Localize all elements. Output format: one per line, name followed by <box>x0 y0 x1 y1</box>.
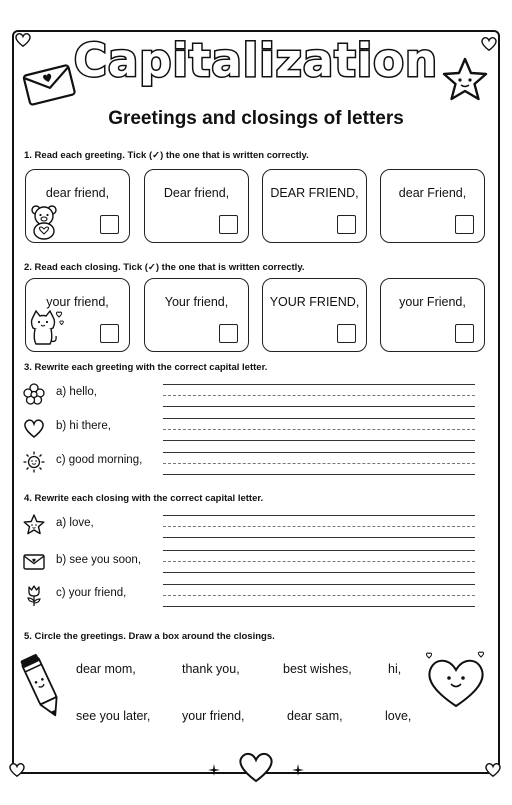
envelope-icon <box>22 550 46 574</box>
closing-option-card[interactable] <box>380 278 485 352</box>
writing-line-mid <box>163 395 475 396</box>
writing-line-mid <box>163 561 475 562</box>
option-label: dear Friend, <box>398 186 467 200</box>
tick-checkbox[interactable] <box>219 215 238 234</box>
closing-option-card[interactable] <box>25 278 130 352</box>
writing-line-top <box>163 384 475 385</box>
writing-line-top <box>163 584 475 585</box>
writing-line-top <box>163 550 475 551</box>
writing-line-base <box>163 406 475 407</box>
writing-line-base <box>163 440 475 441</box>
sun-icon <box>22 450 46 474</box>
option-label: YOUR FRIEND, <box>269 295 360 309</box>
tulip-icon <box>22 583 46 607</box>
page-subtitle: Greetings and closings of letters <box>108 108 404 129</box>
writing-lines[interactable] <box>163 515 475 538</box>
writing-line-mid <box>163 429 475 430</box>
sparkle-icon <box>292 764 304 776</box>
phrase-word[interactable]: love, <box>385 709 412 723</box>
section-5-instruction: 5. Circle the greetings. Draw a box around the closings. <box>24 631 275 642</box>
phrase-word[interactable]: dear mom, <box>76 662 136 676</box>
item-label: c) good morning, <box>56 454 143 466</box>
writing-lines[interactable] <box>163 418 475 441</box>
item-label: c) your friend, <box>56 587 127 599</box>
writing-lines[interactable] <box>163 452 475 475</box>
section-2-instruction: 2. Read each closing. Tick (✓) the one that is written correctly. <box>24 262 305 273</box>
tick-checkbox[interactable] <box>337 324 356 343</box>
greeting-option-card[interactable] <box>144 169 249 243</box>
phrase-word[interactable]: see you later, <box>76 709 151 723</box>
option-label: dear friend, <box>45 186 110 200</box>
writing-lines[interactable] <box>163 384 475 407</box>
greeting-option-card[interactable] <box>262 169 367 243</box>
tick-checkbox[interactable] <box>455 215 474 234</box>
section-3-instruction: 3. Rewrite each greeting with the correct capital letter. <box>24 362 268 373</box>
flower-icon <box>22 382 46 406</box>
writing-line-mid <box>163 463 475 464</box>
heart-icon <box>8 762 26 778</box>
item-label: a) love, <box>56 517 94 529</box>
greeting-option-card[interactable] <box>380 169 485 243</box>
phrase-word[interactable]: best wishes, <box>283 662 352 676</box>
heart-icon <box>22 416 46 440</box>
writing-line-base <box>163 537 475 538</box>
writing-line-top <box>163 515 475 516</box>
section-1-instruction: 1. Read each greeting. Tick (✓) the one that is written correctly. <box>24 150 309 161</box>
pencil-icon <box>18 652 68 726</box>
sparkle-icon <box>208 764 220 776</box>
writing-line-mid <box>163 595 475 596</box>
tick-checkbox[interactable] <box>337 215 356 234</box>
item-label: a) hello, <box>56 386 97 398</box>
section-4-instruction: 4. Rewrite each closing with the correct capital letter. <box>24 493 264 504</box>
page-title: Capitalization <box>73 34 439 87</box>
bottom-heart-ornament <box>236 750 276 784</box>
star-icon <box>440 56 490 104</box>
teddy-bear-icon <box>28 204 60 240</box>
phrase-word[interactable]: dear sam, <box>287 709 343 723</box>
writing-lines[interactable] <box>163 584 475 607</box>
writing-line-base <box>163 474 475 475</box>
writing-lines[interactable] <box>163 550 475 573</box>
heart-icon <box>484 762 502 778</box>
greeting-option-card[interactable] <box>25 169 130 243</box>
phrase-word[interactable]: hi, <box>388 662 402 676</box>
item-label: b) hi there, <box>56 420 111 432</box>
closing-option-card[interactable] <box>262 278 367 352</box>
writing-line-top <box>163 418 475 419</box>
option-label: Your friend, <box>164 295 229 309</box>
writing-line-base <box>163 606 475 607</box>
writing-line-top <box>163 452 475 453</box>
option-label: Dear friend, <box>163 186 230 200</box>
closing-option-card[interactable] <box>144 278 249 352</box>
smiling-heart-icon <box>420 648 492 712</box>
phrase-word[interactable]: thank you, <box>182 662 240 676</box>
star-icon <box>22 513 46 537</box>
option-label: DEAR FRIEND, <box>270 186 359 200</box>
option-label: your friend, <box>46 295 109 309</box>
phrase-word[interactable]: your friend, <box>182 709 245 723</box>
tick-checkbox[interactable] <box>100 324 119 343</box>
tick-checkbox[interactable] <box>100 215 119 234</box>
writing-line-base <box>163 572 475 573</box>
tick-checkbox[interactable] <box>219 324 238 343</box>
item-label: b) see you soon, <box>56 554 142 566</box>
writing-line-mid <box>163 526 475 527</box>
cat-icon <box>27 309 67 347</box>
option-label: your Friend, <box>399 295 466 309</box>
tick-checkbox[interactable] <box>455 324 474 343</box>
